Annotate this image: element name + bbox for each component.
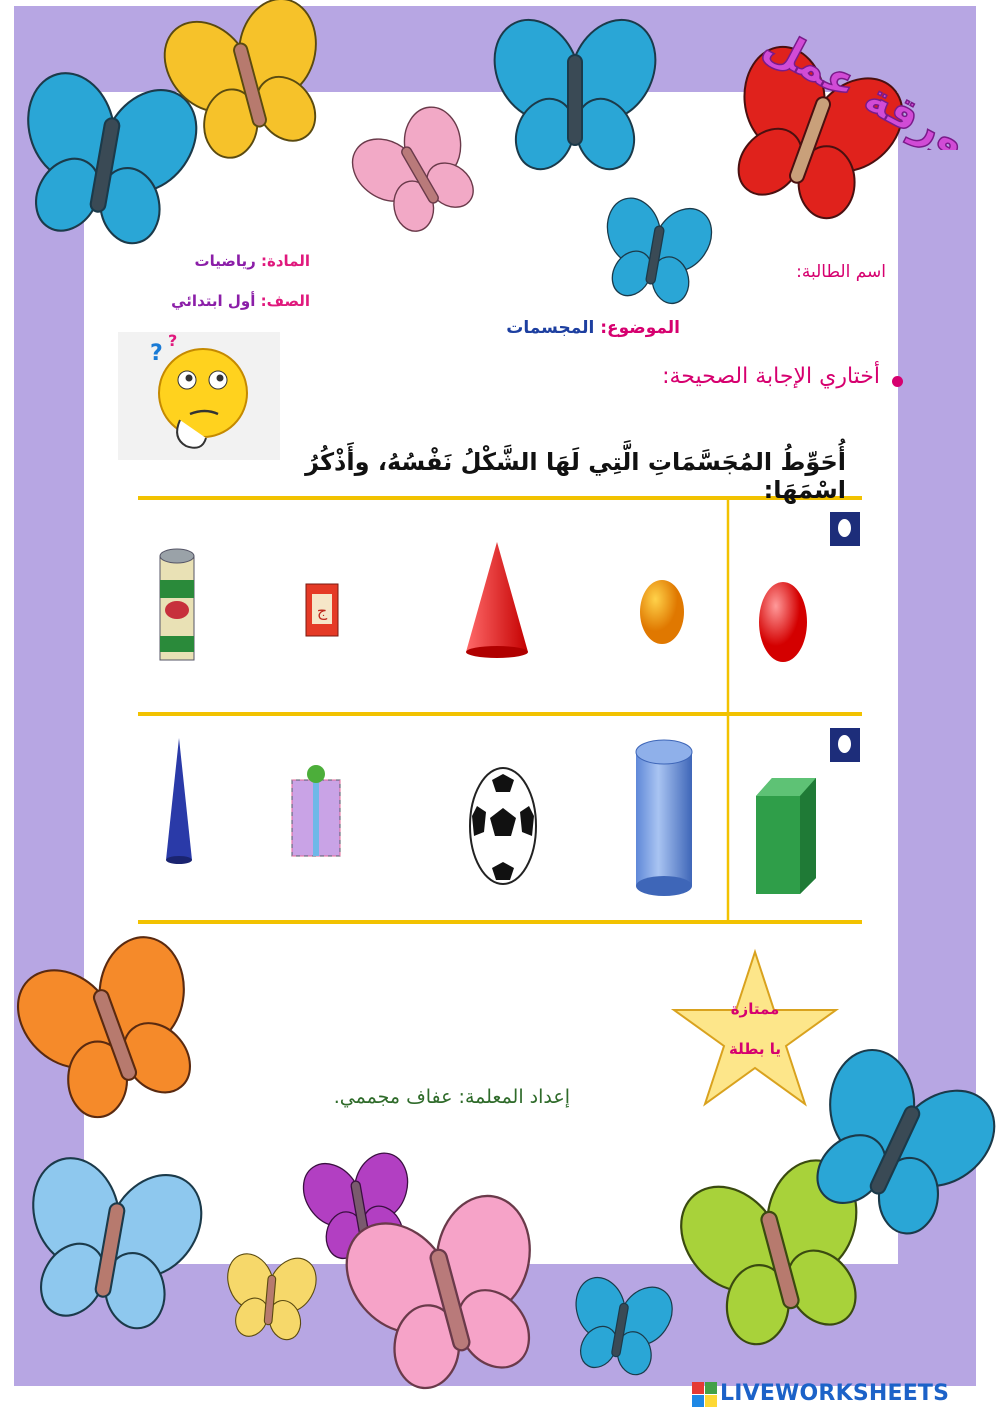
svg-text:ج: ج bbox=[316, 601, 328, 620]
butterfly-icon bbox=[0, 1135, 227, 1347]
blue-cone bbox=[166, 738, 192, 864]
subject-value: رياضيات bbox=[194, 252, 256, 270]
reward-line-1: ممتازة bbox=[730, 1000, 780, 1018]
butterfly-icon bbox=[555, 1264, 687, 1385]
reward-line-2: يا بطلة bbox=[729, 1040, 781, 1058]
orange-sphere bbox=[640, 580, 684, 644]
green-prism bbox=[756, 778, 816, 894]
footer-brand-text: LIVEWORKSHEETS bbox=[720, 1381, 950, 1406]
student-name-label: اسم الطالبة: bbox=[796, 262, 886, 282]
butterfly-icon bbox=[585, 184, 728, 315]
worksheet-title bbox=[752, 30, 982, 150]
red-sphere bbox=[759, 582, 807, 662]
gift-box bbox=[292, 765, 340, 856]
letter-cube bbox=[306, 584, 338, 636]
row-2-answer-radio[interactable] bbox=[830, 728, 860, 762]
grade-label: الصف: bbox=[260, 292, 310, 310]
topic-value: المجسمات bbox=[506, 318, 595, 338]
subject-label: المادة: bbox=[260, 252, 310, 270]
blue-cylinder bbox=[636, 740, 692, 896]
svg-text:?: ? bbox=[168, 331, 178, 350]
question-text: أُحَوِّطُ المُجَسَّمَاتِ الَّتِي لَهَا الشَّكْلُ نَفْسُهُ، وأَذْكُرُ اسْمَهَا: bbox=[305, 448, 846, 504]
liveworksheets-logo-icon bbox=[692, 1382, 718, 1408]
butterfly-icon bbox=[0, 908, 238, 1146]
topic-line bbox=[440, 318, 680, 338]
butterfly-icon bbox=[329, 84, 506, 255]
svg-text:ورقة عمل: ورقة عمل bbox=[755, 30, 976, 150]
star-icon bbox=[674, 952, 836, 1104]
subject-line bbox=[150, 252, 310, 270]
row-1-answer-radio[interactable] bbox=[830, 512, 860, 546]
can-cylinder bbox=[160, 549, 194, 660]
butterfly-icon bbox=[214, 1244, 328, 1347]
grade-value: أول ابتدائي bbox=[171, 292, 256, 310]
footer-brand bbox=[690, 1380, 990, 1410]
red-cone bbox=[466, 542, 528, 658]
soccer-ball bbox=[470, 768, 536, 884]
svg-text:?: ? bbox=[150, 341, 163, 366]
teacher-credit: إعداد المعلمة: عفاف مجممي. bbox=[333, 1086, 570, 1108]
bullet-icon bbox=[892, 376, 903, 387]
topic-label: الموضوع: bbox=[600, 318, 680, 338]
instruction: أختاري الإجابة الصحيحة: bbox=[662, 364, 880, 389]
thinking-face-icon bbox=[118, 331, 280, 460]
butterfly-icon bbox=[479, 6, 671, 177]
grade-line bbox=[150, 292, 310, 310]
